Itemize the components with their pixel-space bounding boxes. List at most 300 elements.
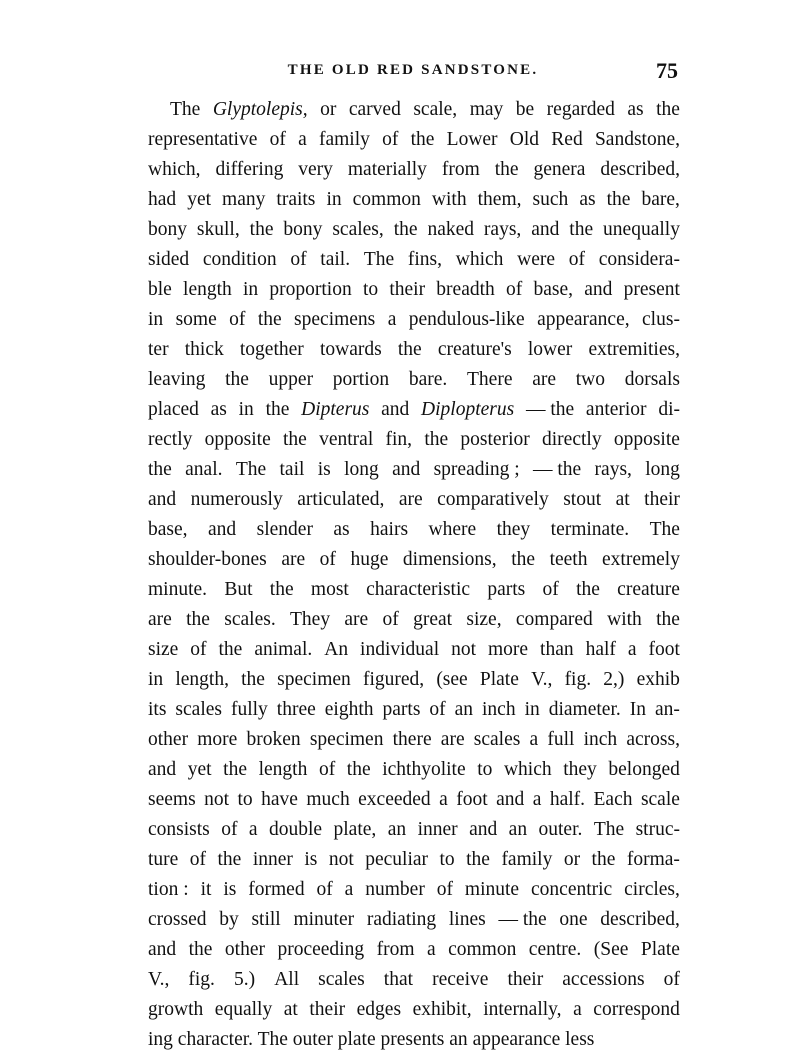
word: and	[148, 759, 177, 780]
word: and	[531, 219, 560, 240]
word: present	[623, 279, 680, 300]
word: rectly	[148, 429, 193, 450]
word: ble	[148, 279, 172, 300]
word: yet	[187, 759, 212, 780]
word: to	[362, 279, 379, 300]
word: in	[148, 669, 164, 690]
word: forma-	[626, 849, 680, 870]
word: ter	[148, 339, 169, 360]
word: family	[318, 129, 370, 150]
word: the	[410, 129, 435, 150]
word: of	[318, 759, 336, 780]
word: of	[290, 249, 307, 270]
word: dimensions,	[402, 549, 497, 570]
word: the	[346, 759, 371, 780]
word: diameter.	[548, 699, 621, 720]
word: equally	[214, 999, 273, 1020]
word: half	[585, 639, 616, 660]
word: lower	[527, 339, 573, 360]
text-line	[148, 579, 680, 609]
word: pendulous-like	[408, 309, 525, 330]
word: (see	[436, 669, 468, 690]
word: scales.	[224, 609, 276, 630]
word: are	[281, 549, 306, 570]
word: they	[496, 519, 531, 540]
word: eighth	[324, 699, 374, 720]
word: which	[503, 759, 552, 780]
word: minuter	[293, 909, 355, 930]
text-line	[148, 549, 680, 579]
word: one	[559, 909, 588, 930]
word: thick	[184, 339, 224, 360]
word: slender	[256, 519, 313, 540]
word: from	[441, 159, 480, 180]
word: were	[517, 249, 556, 270]
word: fins,	[407, 249, 443, 270]
word: specimen	[309, 729, 384, 750]
text-line	[148, 99, 680, 129]
word: the	[494, 159, 519, 180]
word: tail.	[320, 249, 351, 270]
word: as	[627, 99, 644, 120]
word: an	[454, 699, 474, 720]
text-line	[148, 1029, 680, 1059]
word: the	[225, 369, 249, 390]
text-line	[148, 639, 680, 669]
word: considera-	[598, 249, 680, 270]
word: the	[576, 579, 600, 600]
word: consists	[148, 819, 210, 840]
word: such	[532, 189, 569, 210]
word: in	[326, 189, 342, 210]
word: spreading ;	[433, 459, 520, 480]
text-line	[148, 699, 680, 729]
word: The	[235, 459, 267, 480]
word: specimens	[294, 309, 376, 330]
word: still	[251, 909, 281, 930]
word: there	[392, 729, 432, 750]
word: much	[306, 789, 350, 810]
word: internally,	[483, 999, 562, 1020]
word: with	[607, 609, 642, 630]
word: Plate	[479, 669, 519, 690]
word: with	[431, 189, 467, 210]
word: across,	[626, 729, 680, 750]
word: They	[290, 609, 331, 630]
word: An	[324, 639, 349, 660]
text-line	[148, 729, 680, 759]
word: foot	[456, 789, 488, 810]
word: of	[316, 879, 333, 900]
word: bare.	[408, 369, 448, 390]
word: three	[276, 699, 316, 720]
word: ture	[148, 849, 179, 870]
word: and	[392, 459, 421, 480]
word: scale	[640, 789, 680, 810]
word: in	[148, 309, 164, 330]
word: not	[451, 639, 477, 660]
word: that	[383, 969, 414, 990]
word: and	[496, 789, 525, 810]
word: common	[352, 189, 421, 210]
word: proportion	[269, 279, 352, 300]
word: two	[575, 369, 605, 390]
word: from	[376, 939, 415, 960]
word: a	[387, 309, 397, 330]
word: bony	[283, 219, 323, 240]
word: described,	[600, 909, 680, 930]
word: is	[317, 459, 331, 480]
word: crossed	[148, 909, 207, 930]
text-line	[148, 339, 680, 369]
word: lines	[448, 909, 486, 930]
word: in	[524, 699, 540, 720]
word: of	[663, 969, 680, 990]
word: the	[606, 189, 631, 210]
word: fin,	[385, 429, 413, 450]
word: not	[204, 789, 230, 810]
word: in	[238, 399, 254, 420]
word: directly	[542, 429, 602, 450]
word: belonged	[608, 759, 680, 780]
text-line	[148, 519, 680, 549]
word: presents	[380, 1029, 445, 1050]
word: most	[310, 579, 349, 600]
word: comparatively	[437, 489, 549, 510]
word: correspond	[593, 999, 680, 1020]
word: peculiar	[365, 849, 429, 870]
word: are	[532, 369, 557, 390]
word: have	[261, 789, 298, 810]
word: upper	[268, 369, 314, 390]
word: fully	[230, 699, 268, 720]
word: or	[320, 99, 337, 120]
word: the	[591, 849, 616, 870]
word: broken	[246, 729, 301, 750]
word: may	[469, 99, 504, 120]
word: than	[540, 639, 574, 660]
word: size,	[466, 609, 502, 630]
word: opposite	[204, 429, 271, 450]
word: and	[381, 399, 410, 420]
word: seems	[148, 789, 196, 810]
word: accessions	[562, 969, 645, 990]
word: had	[148, 189, 177, 210]
word: inner	[252, 849, 293, 870]
word: their	[389, 279, 426, 300]
word: breadth	[436, 279, 495, 300]
word: other	[224, 939, 265, 960]
word: not	[328, 849, 354, 870]
word: of	[568, 249, 586, 270]
page-number: 75	[656, 58, 678, 83]
text-line	[148, 279, 680, 309]
word: placed	[148, 399, 199, 420]
word: circles,	[624, 879, 680, 900]
word: as	[579, 189, 596, 210]
word: length,	[175, 669, 229, 690]
word: are	[344, 609, 369, 630]
word: Old	[509, 129, 540, 150]
word: opposite	[613, 429, 680, 450]
word: The	[593, 819, 625, 840]
word: appearance	[472, 1029, 561, 1050]
word: regarded	[546, 99, 615, 120]
word: or	[563, 849, 581, 870]
word: — the	[533, 459, 582, 480]
word: a	[248, 819, 258, 840]
word: scales	[318, 969, 365, 990]
word: the	[269, 579, 294, 600]
word: are	[148, 609, 172, 630]
word: of	[269, 129, 286, 150]
word: shoulder-bones	[148, 549, 267, 570]
word: a	[344, 879, 354, 900]
word: — the	[525, 399, 575, 420]
word: Dipterus	[301, 399, 370, 420]
word: length	[183, 279, 232, 300]
word: 2,)	[603, 669, 625, 690]
word: ventral	[319, 429, 374, 450]
word: leaving	[148, 369, 206, 390]
word: Plate	[640, 939, 680, 960]
word: the	[466, 849, 490, 870]
word: long	[645, 459, 680, 480]
word: half.	[549, 789, 586, 810]
word: the	[218, 639, 243, 660]
word: of	[229, 309, 246, 330]
text-line	[148, 219, 680, 249]
word: scale,	[413, 99, 458, 120]
word: creature's	[437, 339, 512, 360]
word: number	[365, 879, 425, 900]
word: figured,	[362, 669, 425, 690]
text-line	[148, 669, 680, 699]
word: appearance,	[537, 309, 630, 330]
word: the	[186, 609, 210, 630]
word: the	[393, 219, 418, 240]
running-title: THE OLD RED SANDSTONE.	[287, 62, 539, 78]
word: The	[257, 1029, 288, 1050]
word: differing	[215, 159, 284, 180]
word: naked	[427, 219, 474, 240]
word: a	[532, 789, 542, 810]
word: of	[429, 699, 446, 720]
text-line	[148, 939, 680, 969]
word: Diplopterus	[421, 399, 515, 420]
word: base,	[533, 279, 573, 300]
word: their	[507, 969, 544, 990]
word: centre.	[528, 939, 582, 960]
word: at	[283, 999, 298, 1020]
word: skull,	[196, 219, 240, 240]
word: by	[219, 909, 239, 930]
word: materially	[347, 159, 427, 180]
word: the	[257, 309, 282, 330]
word: an-	[654, 699, 680, 720]
text-line	[148, 159, 680, 189]
word: receive	[432, 969, 489, 990]
text-line	[148, 909, 680, 939]
word: Sandstone,	[594, 129, 680, 150]
word: and	[584, 279, 613, 300]
word: common	[448, 939, 517, 960]
word: which,	[148, 159, 201, 180]
word: some	[175, 309, 217, 330]
word: yet	[187, 189, 212, 210]
text-line	[148, 789, 680, 819]
word: together	[239, 339, 304, 360]
word: parts	[382, 699, 421, 720]
word: the	[397, 339, 422, 360]
word: and	[208, 519, 237, 540]
word: to	[439, 849, 455, 870]
word: anal.	[185, 459, 223, 480]
text-line	[148, 849, 680, 879]
word: Lower	[446, 129, 498, 150]
word: less	[565, 1029, 595, 1050]
word: of	[506, 279, 523, 300]
word: and	[148, 939, 177, 960]
word: the	[424, 429, 449, 450]
word: huge	[350, 549, 389, 570]
word: But	[224, 579, 253, 600]
word: exhibit,	[412, 999, 472, 1020]
word: carved	[348, 99, 401, 120]
word: be	[515, 99, 535, 120]
text-line	[148, 879, 680, 909]
word: are	[398, 489, 423, 510]
word: Each	[593, 789, 633, 810]
word: struc-	[635, 819, 680, 840]
word: inch	[482, 699, 516, 720]
word: concentric	[531, 879, 613, 900]
running-head	[148, 58, 678, 84]
word: portion	[332, 369, 390, 390]
word: 5.)	[234, 969, 256, 990]
word: as	[333, 519, 350, 540]
word: outer.	[538, 819, 583, 840]
word: plate	[337, 1029, 376, 1050]
text-line	[148, 429, 680, 459]
word: All	[274, 969, 300, 990]
text-line	[148, 759, 680, 789]
word: is	[304, 849, 318, 870]
word: sided	[148, 249, 190, 270]
word: their	[644, 489, 680, 510]
word: are	[440, 729, 465, 750]
word: the	[656, 99, 680, 120]
word: scales	[473, 729, 521, 750]
word: to	[237, 789, 253, 810]
word: of	[190, 639, 207, 660]
word: of	[319, 549, 336, 570]
text-line	[148, 459, 680, 489]
body-text	[148, 99, 680, 1059]
word: There	[467, 369, 513, 390]
word: double	[268, 819, 323, 840]
word: of	[436, 879, 453, 900]
word: In	[629, 699, 646, 720]
word: the	[283, 429, 307, 450]
word: proceeding	[277, 939, 365, 960]
word: towards	[319, 339, 382, 360]
word: an	[508, 819, 528, 840]
word: inch	[583, 729, 618, 750]
word: bare,	[641, 189, 680, 210]
word: The	[649, 519, 680, 540]
word: genera	[533, 159, 586, 180]
word: dorsals	[624, 369, 680, 390]
word: individual	[360, 639, 440, 660]
word: exceeded	[358, 789, 431, 810]
word: minute.	[148, 579, 208, 600]
word: is	[223, 879, 237, 900]
word: length	[258, 759, 308, 780]
word: parts	[487, 579, 526, 600]
word: the	[265, 399, 290, 420]
word: more	[487, 639, 529, 660]
word: foot	[648, 639, 680, 660]
word: (See	[593, 939, 629, 960]
word: size	[148, 639, 179, 660]
word: minute	[464, 879, 520, 900]
word: the	[569, 219, 594, 240]
word: ing	[148, 1029, 173, 1050]
word: extremely	[602, 549, 680, 570]
text-line	[148, 249, 680, 279]
word: in	[243, 279, 259, 300]
word: to	[477, 759, 493, 780]
word: outer	[292, 1029, 333, 1050]
word: scales,	[332, 219, 384, 240]
word: great	[413, 609, 453, 630]
word: the	[656, 609, 680, 630]
word: animal.	[254, 639, 313, 660]
word: the	[217, 849, 242, 870]
word: the	[249, 219, 274, 240]
word: of	[382, 129, 399, 150]
word: of	[542, 579, 559, 600]
word: Glyptolepis,	[212, 99, 308, 120]
text-line	[148, 369, 680, 399]
word: they	[563, 759, 597, 780]
word: extremities,	[588, 339, 680, 360]
word: more	[197, 729, 238, 750]
word: a	[439, 789, 448, 810]
word: described,	[600, 159, 680, 180]
text-line	[148, 969, 680, 999]
text-line	[148, 489, 680, 519]
word: at	[615, 489, 630, 510]
word: di-	[658, 399, 680, 420]
word: long	[344, 459, 379, 480]
word: family	[501, 849, 553, 870]
word: specimen	[277, 669, 351, 690]
word: rays,	[483, 219, 522, 240]
word: Red	[551, 129, 583, 150]
word: it	[200, 879, 212, 900]
word: numerously	[190, 489, 283, 510]
word: scales	[175, 699, 222, 720]
word: terminate.	[550, 519, 630, 540]
word: a	[529, 729, 539, 750]
word: The	[363, 249, 395, 270]
word: condition	[202, 249, 277, 270]
word: inner	[417, 819, 458, 840]
word: The	[170, 99, 201, 120]
word: a	[627, 639, 637, 660]
